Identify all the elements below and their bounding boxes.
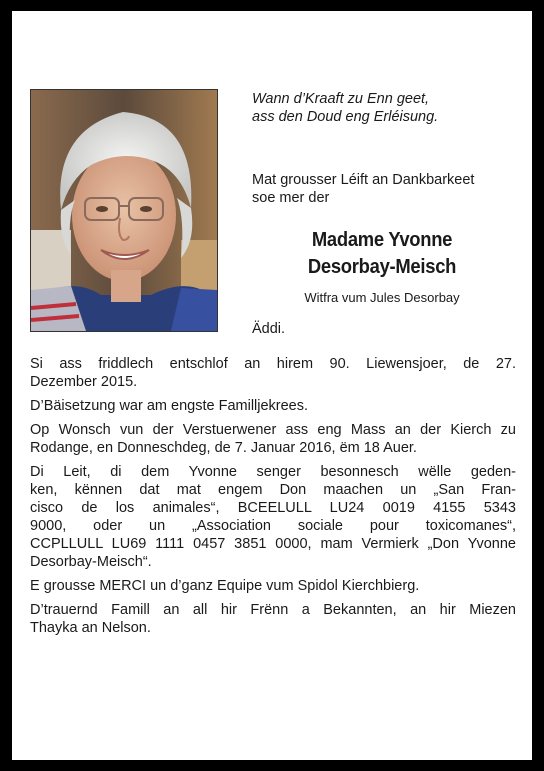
name-line: Desorbay-Meisch (307, 256, 457, 278)
quote-line: Wann d’Kraaft zu Enn geet, (252, 91, 430, 107)
paragraph-donations (30, 463, 516, 571)
paragraph-thanks (30, 577, 516, 595)
text-line: Rodange, en Donneschdeg, de 7. Januar 2016, ëm 18 Auer. (30, 440, 417, 456)
paragraph-mass (30, 421, 516, 457)
text-line: CCPLLULL LU69 1111 0457 3851 0000, mam Vermierk „Don Yvonne (30, 536, 516, 552)
obituary-card (12, 11, 532, 760)
paragraph-burial (30, 397, 516, 415)
text-line: Op Wonsch vun der Verstuerwener ass eng Mass an der Kierch zu (30, 422, 516, 438)
widow-of-line: Witfra vum Jules Desorbay (304, 290, 460, 305)
quote-line: ass den Doud eng Erléisung. (252, 109, 439, 125)
text-line: ken, kënnen dat mat engem Don maachen un „San Fran- (30, 482, 516, 498)
text-line: Si ass friddlech entschlof an hirem 90. Liewensjoer, de 27. (30, 356, 516, 372)
paragraph-mourners (30, 601, 516, 637)
name-line: Madame Yvonne (311, 229, 453, 251)
text-line: D’trauernd Famill an all hir Frënn a Bekannten, an hir Miezen (30, 602, 516, 618)
text-line: D’Bäisetzung war am engste Familljekrees. (30, 398, 309, 414)
intro-line: Mat grousser Léift an Dankbarkeet (252, 172, 475, 188)
text-line: Thayka an Nelson. (30, 620, 151, 636)
paragraph-death (30, 355, 516, 391)
portrait-photo (30, 89, 218, 332)
announcement-body (30, 355, 516, 643)
text-line: Di Leit, di dem Yvonne senger besonnesch wëlle geden- (30, 464, 516, 480)
text-line: cisco de los animales“, BCEELULL LU24 0019 4155 5343 (30, 500, 516, 516)
farewell-word: Äddi. (252, 321, 286, 337)
text-line: Desorbay-Meisch“. (30, 554, 152, 570)
intro-line: soe mer der (252, 190, 330, 206)
text-line: Dezember 2015. (30, 374, 138, 390)
intro-text (252, 171, 532, 207)
text-line: 9000, oder un „Association sociale pour toxicomanes“, (30, 518, 516, 534)
text-line: E grousse MERCI un d’ganz Equipe vum Spidol Kierchbierg. (30, 578, 420, 594)
epigraph-quote (252, 90, 522, 126)
deceased-name (257, 227, 507, 281)
